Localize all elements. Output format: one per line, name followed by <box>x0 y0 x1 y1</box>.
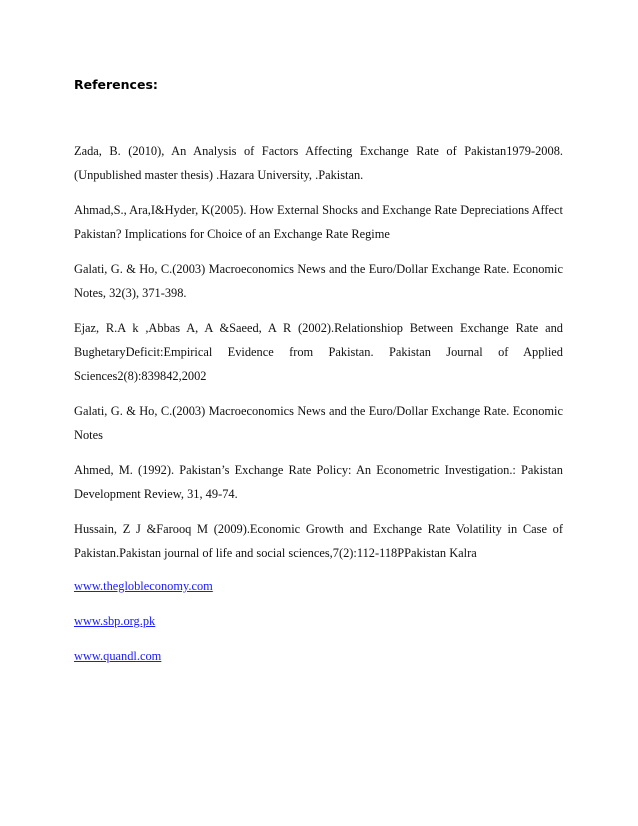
reference-entry-galati-1: Galati, G. & Ho, C.(2003) Macroeconomics News and the Euro/Dollar Exchange Rate. Economic Notes, 32(3), 371-398. <box>74 262 563 300</box>
reference-entry-galati-2: Galati, G. & Ho, C.(2003) Macroeconomics News and the Euro/Dollar Exchange Rate. Economic Notes <box>74 404 563 442</box>
reference-entry-ahmad: Ahmad,S., Ara,I&Hyder, K(2005). How External Shocks and Exchange Rate Depreciations Affect Pakistan? Implications for Choice of an Exchange Rate Regime <box>74 203 563 241</box>
references-list <box>74 139 563 679</box>
reference-entry-ahmed: Ahmed, M. (1992). Pakistan’s Exchange Rate Policy: An Econometric Investigation.: Pakistan Development Review, 31, 49-74. <box>74 463 563 501</box>
references-heading: References: <box>74 77 158 92</box>
reference-entry-zada: Zada, B. (2010), An Analysis of Factors Affecting Exchange Rate of Pakistan1979-2008. (Unpublished master thesis) .Hazara University, .Pakistan. <box>74 144 563 182</box>
link-quandl[interactable]: www.quandl.com <box>74 649 162 663</box>
reference-entry-hussain: Hussain, Z J &Farooq M (2009).Economic Growth and Exchange Rate Volatility in Case of Pakistan.Pakistan journal of life and social sciences,7(2):112-118PPakistan Kalra <box>74 522 563 560</box>
link-theglobleconomy[interactable]: www.theglobleconomy.com <box>74 579 213 593</box>
reference-entry-ejaz: Ejaz, R.A k ,Abbas A, A &Saeed, A R (2002).Relationshiop Between Exchange Rate and BughetaryDeficit:Empirical Evidence from Pakistan. Pakistan Journal of Applied Sciences2(8):839842,2002 <box>74 321 563 383</box>
link-sbp[interactable]: www.sbp.org.pk <box>74 614 156 628</box>
